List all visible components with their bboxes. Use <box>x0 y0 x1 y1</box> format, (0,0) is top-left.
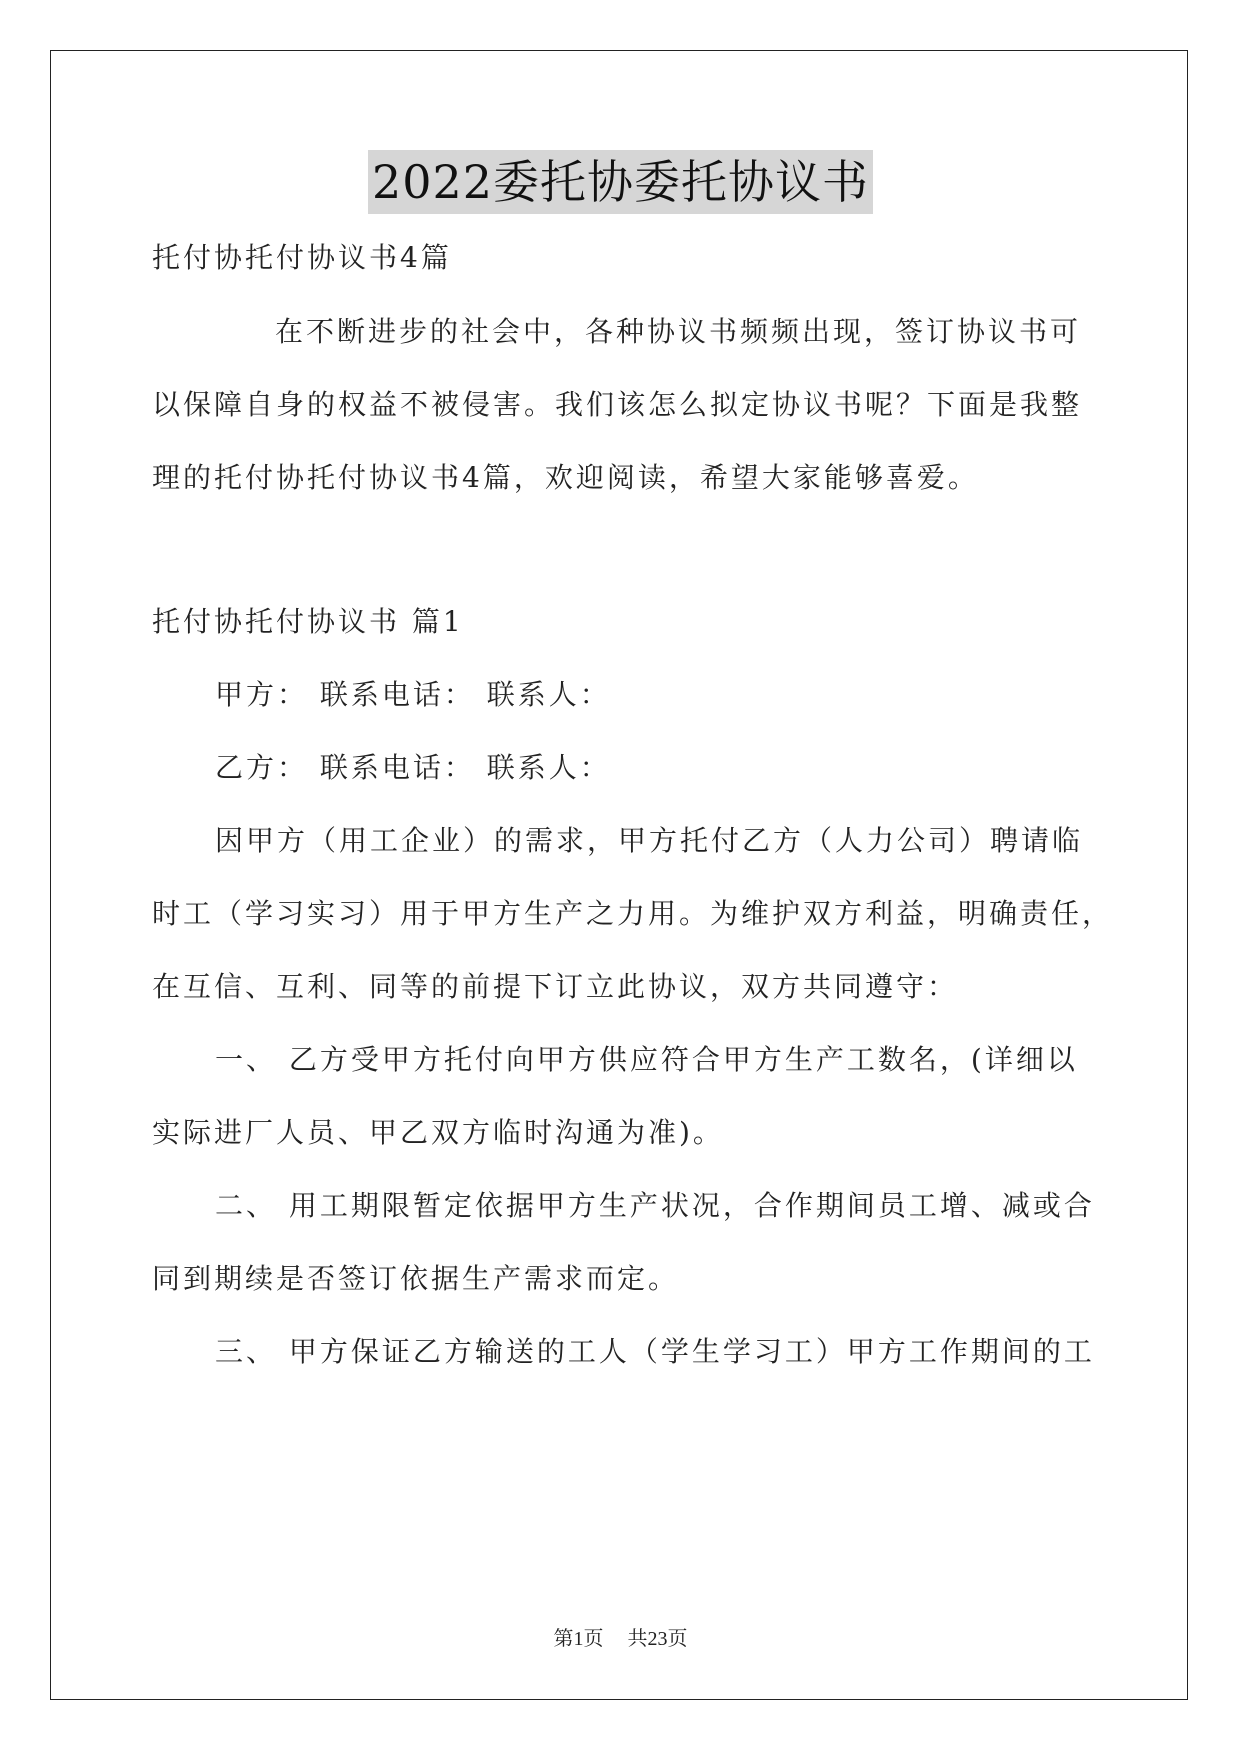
page-border <box>50 50 1188 1700</box>
title-container <box>0 150 1241 214</box>
party-b-line: 乙方： 联系电话： 联系人： <box>215 751 611 784</box>
page-number: 第1页 <box>553 1628 604 1650</box>
clause-3-line-1: 三、 甲方保证乙方输送的工人（学生学习工）甲方工作期间的工 <box>215 1335 1095 1368</box>
intro-line-1: 在不断进步的社会中，各种协议书频频出现，签订协议书可 <box>275 315 1082 348</box>
document-title: 2022委托协委托协议书 <box>368 150 873 214</box>
clause-2-line-2: 同到期续是否签订依据生产需求而定。 <box>152 1262 680 1295</box>
purpose-line-3: 在互信、互利、同等的前提下订立此协议，双方共同遵守： <box>152 970 959 1003</box>
clause-1-line-2: 实际进厂人员、甲乙双方临时沟通为准)。 <box>152 1116 724 1149</box>
party-a-line: 甲方： 联系电话： 联系人： <box>215 678 611 711</box>
intro-line-2: 以保障自身的权益不被侵害。我们该怎么拟定协议书呢？下面是我整 <box>152 388 1083 421</box>
total-pages: 共23页 <box>627 1628 688 1650</box>
purpose-line-2: 时工（学习实习）用于甲方生产之力用。为维护双方利益，明确责任， <box>152 897 1114 930</box>
page-footer <box>0 1622 1241 1651</box>
section-heading: 托付协托付协议书 篇1 <box>152 605 464 638</box>
document-subtitle: 托付协托付协议书4篇 <box>152 241 452 274</box>
clause-2-line-1: 二、 用工期限暂定依据甲方生产状况，合作期间员工增、减或合 <box>215 1189 1095 1222</box>
intro-line-3: 理的托付协托付协议书4篇，欢迎阅读，希望大家能够喜爱。 <box>152 461 979 494</box>
purpose-line-1: 因甲方（用工企业）的需求，甲方托付乙方（人力公司）聘请临 <box>215 824 1084 857</box>
clause-1-line-1: 一、 乙方受甲方托付向甲方供应符合甲方生产工数名，(详细以 <box>215 1043 1078 1076</box>
